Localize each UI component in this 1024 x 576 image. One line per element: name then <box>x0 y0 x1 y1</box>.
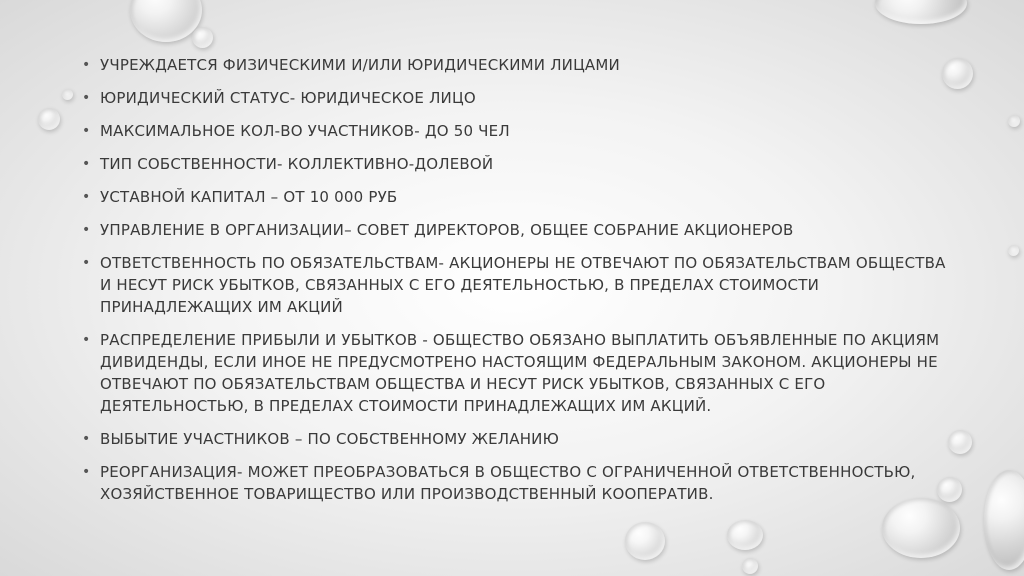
list-item <box>80 461 960 505</box>
list-item <box>80 153 960 175</box>
water-drop-icon <box>1008 245 1019 256</box>
bullet-icon: • <box>82 222 91 238</box>
water-drop-icon <box>62 89 73 100</box>
water-drop-icon <box>984 470 1024 570</box>
bullet-icon: • <box>82 431 91 447</box>
list-item-text: РАСПРЕДЕЛЕНИЕ ПРИБЫЛИ И УБЫТКОВ - ОБЩЕСТВО ОБЯЗАНО ВЫПЛАТИТЬ ОБЪЯВЛЕННЫЕ ПО АКЦИЯМ ДИВИДЕНДЫ, ЕСЛИ ИНОЕ НЕ ПРЕДУСМОТРЕНО НАСТОЯЩИМ ФЕДЕРАЛЬНЫМ ЗАКОНОМ. АКЦИОНЕРЫ НЕ ОТВЕЧАЮТ ПО ОБЯЗАТЕЛЬСТВАМ ОБЩЕСТВА И НЕСУТ РИСК УБЫТКОВ, СВЯЗАННЫХ С ЕГО ДЕЯТЕЛЬНОСТЬЮ, В ПРЕДЕЛАХ СТОИМОСТИ ПРИНАДЛЕЖАЩИХ ИМ АКЦИЙ. <box>100 331 940 415</box>
water-drop-icon <box>1008 115 1020 127</box>
bullet-icon: • <box>82 255 91 271</box>
bullet-icon: • <box>82 156 91 172</box>
list-item-text: ВЫБЫТИЕ УЧАСТНИКОВ – ПО СОБСТВЕННОМУ ЖЕЛАНИЮ <box>100 430 559 448</box>
list-item-text: ОТВЕТСТВЕННОСТЬ ПО ОБЯЗАТЕЛЬСТВАМ- АКЦИОНЕРЫ НЕ ОТВЕЧАЮТ ПО ОБЯЗАТЕЛЬСТВАМ ОБЩЕСТВА И НЕСУТ РИСК УБЫТКОВ, СВЯЗАННЫХ С ЕГО ДЕЯТЕЛЬНОСТЬЮ, В ПРЕДЕЛАХ СТОИМОСТИ ПРИНАДЛЕЖАЩИХ ИМ АКЦИЙ <box>100 254 946 316</box>
bullet-icon: • <box>82 90 91 106</box>
list-item-text: РЕОРГАНИЗАЦИЯ- МОЖЕТ ПРЕОБРАЗОВАТЬСЯ В ОБЩЕСТВО С ОГРАНИЧЕННОЙ ОТВЕТСТВЕННОСТЬЮ, ХОЗЯЙСТВЕННОЕ ТОВАРИЩЕСТВО ИЛИ ПРОИЗВОДСТВЕННЫЙ КООПЕРАТИВ. <box>100 463 916 503</box>
list-item <box>80 329 960 417</box>
list-item-text: ТИП СОБСТВЕННОСТИ- КОЛЛЕКТИВНО-ДОЛЕВОЙ <box>100 155 494 173</box>
list-item <box>80 186 960 208</box>
water-drop-icon <box>875 0 967 24</box>
list-item-text: УСТАВНОЙ КАПИТАЛ – ОТ 10 000 РУБ <box>100 188 398 206</box>
water-drop-icon <box>38 108 60 130</box>
bullet-icon: • <box>82 464 91 480</box>
water-drop-icon <box>625 522 665 560</box>
list-item <box>80 252 960 318</box>
list-item-text: УЧРЕЖДАЕТСЯ ФИЗИЧЕСКИМИ И/ИЛИ ЮРИДИЧЕСКИМИ ЛИЦАМИ <box>100 56 620 74</box>
list-item <box>80 219 960 241</box>
list-item-text: МАКСИМАЛЬНОЕ КОЛ-ВО УЧАСТНИКОВ- ДО 50 ЧЕЛ <box>100 122 510 140</box>
list-item <box>80 120 960 142</box>
water-drop-icon <box>742 558 758 574</box>
water-drop-icon <box>727 520 763 550</box>
bullet-icon: • <box>82 123 91 139</box>
water-drop-icon <box>192 27 213 48</box>
list-item <box>80 54 960 76</box>
bullet-icon: • <box>82 189 91 205</box>
list-item <box>80 428 960 450</box>
list-item <box>80 87 960 109</box>
list-item-text: УПРАВЛЕНИЕ В ОРГАНИЗАЦИИ– СОВЕТ ДИРЕКТОРОВ, ОБЩЕЕ СОБРАНИЕ АКЦИОНЕРОВ <box>100 221 794 239</box>
bullet-list <box>80 54 960 516</box>
list-item-text: ЮРИДИЧЕСКИЙ СТАТУС- ЮРИДИЧЕСКОЕ ЛИЦО <box>100 89 476 107</box>
bullet-icon: • <box>82 57 91 73</box>
bullet-icon: • <box>82 332 91 348</box>
